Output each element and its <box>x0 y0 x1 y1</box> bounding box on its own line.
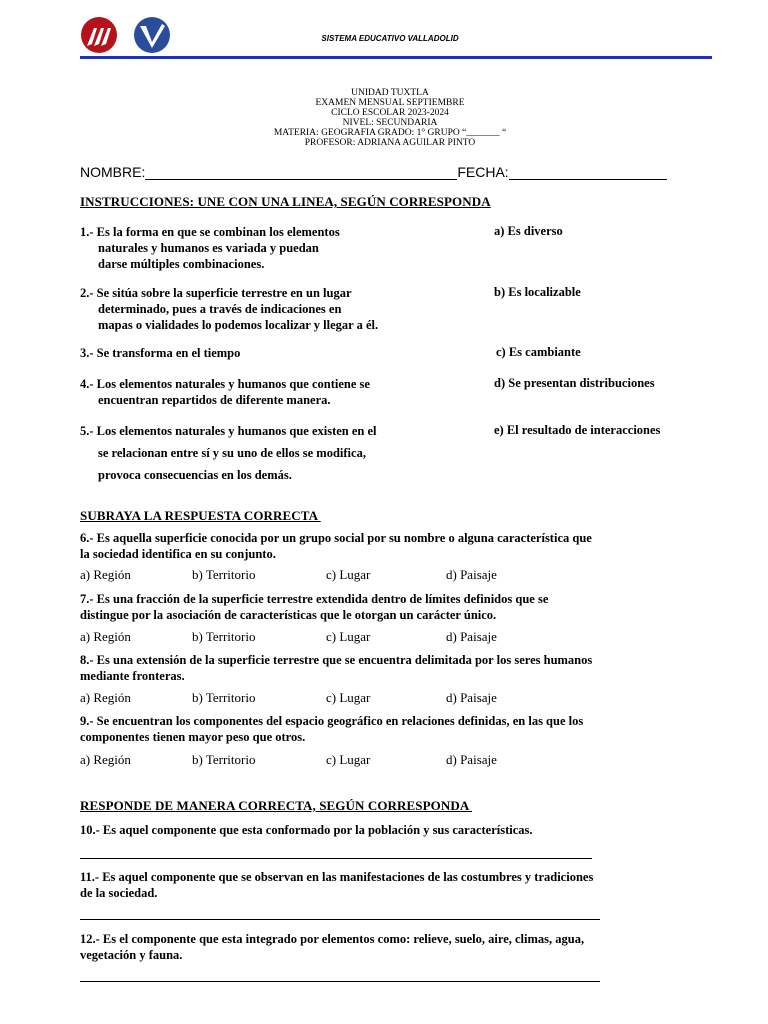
choice-paisaje[interactable]: d) Paisaje <box>446 690 497 705</box>
match-item-5: 5.- Los elementos naturales y humanos que existen en el se relacionan entre sí y su uno de ellos se modifica, provoca consecuencias en los demás. <box>80 424 377 482</box>
question-10: 10.- Es aquel componente que esta conformado por la población y sus características. <box>80 823 533 837</box>
choice-lugar[interactable]: c) Lugar <box>326 629 371 644</box>
unidad: UNIDAD TUXTLA <box>351 88 429 98</box>
choice-territorio[interactable]: b) Territorio <box>192 690 256 705</box>
choice-paisaje[interactable]: d) Paisaje <box>446 629 497 644</box>
choice-region[interactable]: a) Región <box>80 752 131 767</box>
section1-title: INSTRUCCIONES: UNE CON UNA LINEA, SEGÚN CORRESPONDA <box>80 194 491 209</box>
header-divider <box>80 56 712 59</box>
match-item-4: 4.- Los elementos naturales y humanos que contiene se encuentran repartidos de diferente manera. <box>80 377 370 407</box>
name-label: NOMBRE: <box>80 164 146 180</box>
school-year: CICLO ESCOLAR 2023-2024 <box>331 108 449 118</box>
choice-territorio[interactable]: b) Territorio <box>192 567 256 582</box>
choice-territorio[interactable]: b) Territorio <box>192 752 256 767</box>
choice-paisaje[interactable]: d) Paisaje <box>446 567 497 582</box>
date-label: FECHA: <box>457 164 509 180</box>
question-6: 6.- Es aquella superficie conocida por un grupo social por su nombre o alguna característica que la sociedad identifica en su conjunto. <box>80 531 592 561</box>
choice-region[interactable]: a) Región <box>80 567 131 582</box>
choice-lugar[interactable]: c) Lugar <box>326 567 371 582</box>
name-date-row <box>80 164 667 180</box>
answer-line-12[interactable] <box>80 981 600 982</box>
match-option-c: c) Es cambiante <box>496 345 581 359</box>
match-item-1: 1.- Es la forma en que se combinan los elementos naturales y humanos es variada y puedan darse múltiples combinaciones. <box>80 225 340 271</box>
section2-title: SUBRAYA LA RESPUESTA CORRECTA <box>80 508 321 523</box>
answer-line-11[interactable] <box>80 919 600 920</box>
exam-title: EXAMEN MENSUAL SEPTIEMBRE <box>315 98 465 108</box>
level: NIVEL: SECUNDARIA <box>342 118 438 128</box>
section3-title: RESPONDE DE MANERA CORRECTA, SEGÚN CORRESPONDA <box>80 798 472 813</box>
match-option-a: a) Es diverso <box>494 224 563 238</box>
teacher: PROFESOR: ADRIANA AGUILAR PINTO <box>304 138 476 148</box>
school-logo <box>80 16 172 59</box>
choice-lugar[interactable]: c) Lugar <box>326 690 371 705</box>
choice-lugar[interactable]: c) Lugar <box>326 752 371 767</box>
school-name: SISTEMA EDUCATIVO VALLADOLID <box>321 34 459 43</box>
question-7: 7.- Es una fracción de la superficie terrestre extendida dentro de límites definidos que se distingue por la asociación de características que le otorgan un carácter único. <box>80 592 549 622</box>
exam-header <box>210 88 570 148</box>
choice-territorio[interactable]: b) Territorio <box>192 629 256 644</box>
answer-line-10[interactable] <box>80 858 592 859</box>
match-option-b: b) Es localizable <box>494 285 581 299</box>
question-8: 8.- Es una extensión de la superficie terrestre que se encuentra delimitada por los seres humanos mediante fronteras. <box>80 653 593 683</box>
match-option-d: d) Se presentan distribuciones <box>494 376 655 390</box>
question-12: 12.- Es el componente que esta integrado por elementos como: relieve, suelo, aire, climas, agua, vegetación y fauna. <box>80 932 585 962</box>
subject: MATERIA: GEOGRAFIA GRADO: 1° GRUPO “_______ “ <box>273 128 507 138</box>
choice-region[interactable]: a) Región <box>80 690 131 705</box>
match-item-3: 3.- Se transforma en el tiempo <box>80 346 241 360</box>
choice-paisaje[interactable]: d) Paisaje <box>446 752 497 767</box>
question-9: 9.- Se encuentran los componentes del espacio geográfico en relaciones definidas, en las que los componentes tienen mayor peso que otros. <box>80 714 584 744</box>
name-field[interactable] <box>145 165 457 180</box>
date-field[interactable] <box>509 165 667 180</box>
question-11: 11.- Es aquel componente que se observan en las manifestaciones de las costumbres y tradiciones de la sociedad. <box>80 870 594 900</box>
match-option-e: e) El resultado de interacciones <box>494 423 661 437</box>
match-item-2: 2.- Se sitúa sobre la superficie terrestre en un lugar determinado, pues a través de indicaciones en mapas o vialidades lo podemos localizar y llegar a él. <box>80 286 379 332</box>
choice-region[interactable]: a) Región <box>80 629 131 644</box>
